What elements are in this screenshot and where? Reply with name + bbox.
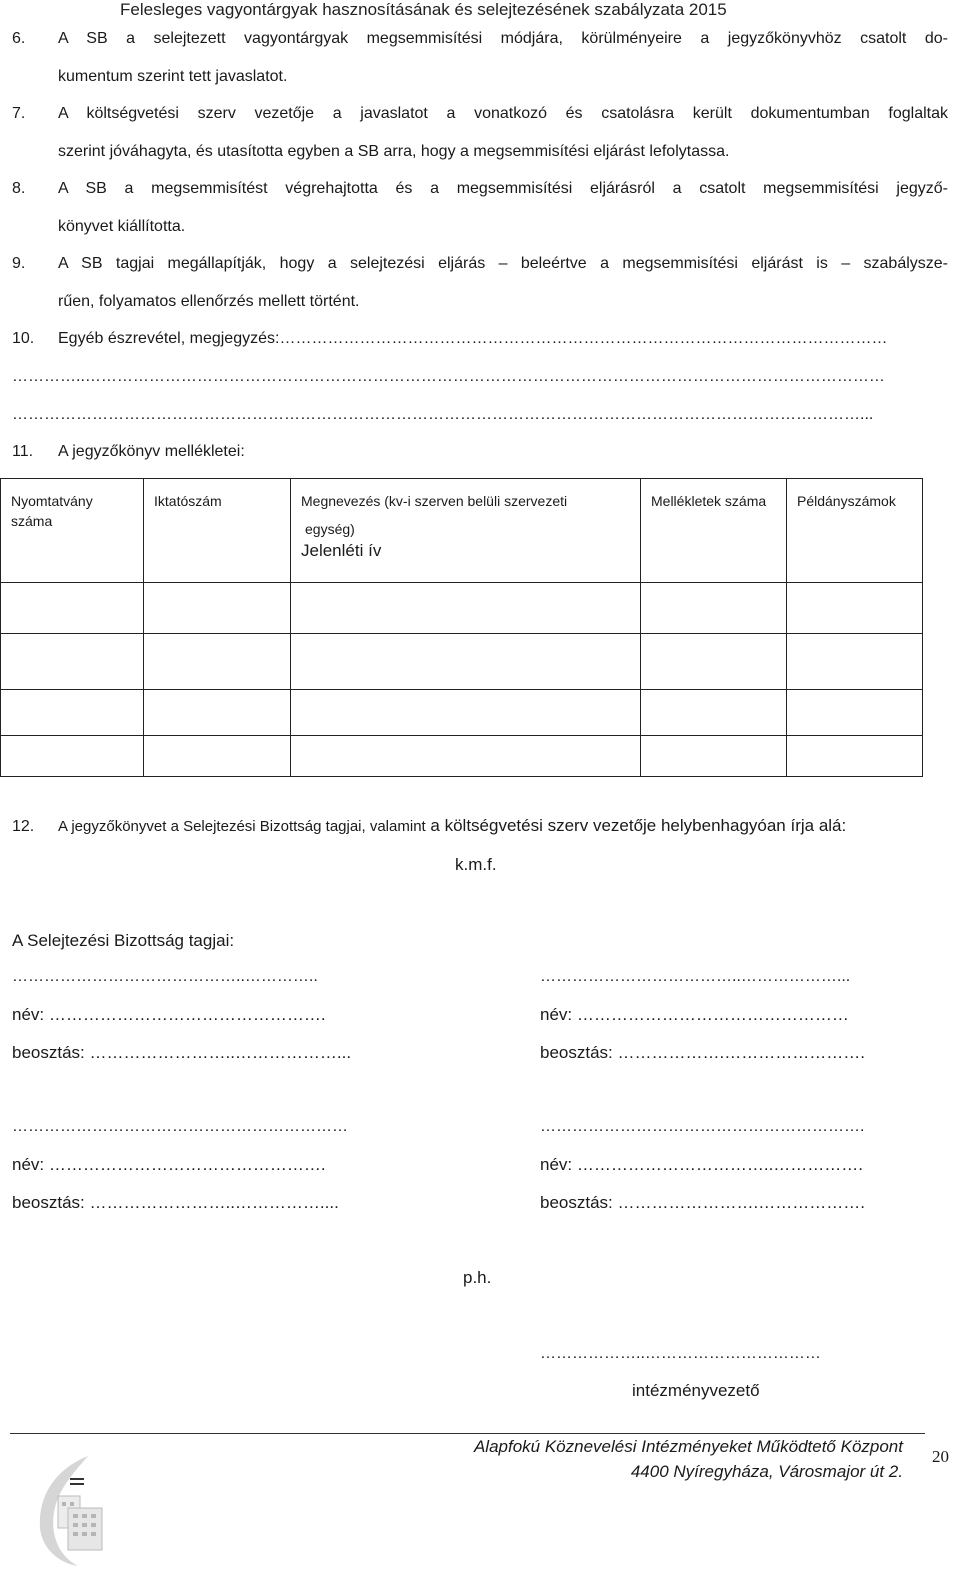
table-row — [1, 634, 923, 690]
item-number: 12. — [12, 818, 35, 835]
stamp-place-label: p.h. — [463, 1268, 492, 1287]
item-number: 11. — [12, 443, 34, 460]
item-7-line-1: A költségvetési szerv vezetője a javaslatot a vonatkozó és csatolásra került dokumentumban foglaltak — [58, 105, 948, 122]
column-header: Iktatószám — [144, 479, 291, 583]
item-number: 7. — [12, 105, 26, 122]
signature-role: beosztás: ……………………..…………….... — [12, 1193, 339, 1212]
signature-line: ……………………………………………………. — [540, 1118, 865, 1135]
column-header: Megnevezés (kv-i szerven belüli szervezeti egység) Jelenléti ív — [291, 479, 641, 583]
signature-line: ……………………………………..………….. — [12, 968, 318, 985]
committee-label: A Selejtezési Bizottság tagjai: — [12, 931, 235, 950]
item-6-line-1: A SB a selejtezett vagyontárgyak megsemmisítési módjára, körülményeire a jegyzőkönyvhöz csatolt do- — [58, 30, 948, 47]
item-12-text: A jegyzőkönyvet a Selejtezési Bizottság tagjai, valamint a költségvetési szerv vezetője helybenhagyóan írja alá: — [58, 816, 847, 835]
column-header: Példányszámok — [787, 479, 923, 583]
item-10-line-2: …………..…………………………………………………………………………………………………………………………………… — [12, 368, 885, 385]
signature-line: ……………………………………………………… — [12, 1118, 348, 1135]
table-row — [1, 690, 923, 736]
table-row — [1, 583, 923, 634]
signature-name: név: …………………………………………. — [12, 1155, 326, 1174]
item-11-label: A jegyzőkönyv mellékletei: — [58, 443, 245, 460]
building-logo — [18, 1448, 128, 1568]
item-7-line-2: szerint jóváhagyta, és utasította egyben a SB arra, hogy a megsemmisítési eljárást lefolytassa. — [58, 143, 730, 160]
item-9-line-2: rűen, folyamatos ellenőrzés mellett történt. — [58, 293, 360, 310]
running-header: Felesleges vagyontárgyak hasznosításának és selejtezésének szabályzata 2015 — [120, 0, 727, 19]
attachments-table — [0, 478, 923, 777]
head-title: intézményvezető — [632, 1381, 760, 1400]
signature-name: név: ……………………………..……………. — [540, 1155, 864, 1174]
kmf-label: k.m.f. — [455, 855, 497, 874]
column-header: Mellékletek száma — [641, 479, 787, 583]
item-10-line-1: Egyéb észrevétel, megjegyzés:…………………………………………………………………………………………………… — [58, 330, 888, 347]
signature-name: név: …………………………………………. — [12, 1005, 326, 1024]
signature-role: beosztás: …………………….………………. — [540, 1193, 865, 1212]
signature-line: ………………………………..………………... — [540, 968, 851, 985]
table-row — [1, 736, 923, 777]
footer-divider — [10, 1433, 925, 1434]
column-header: Nyomtatvány száma — [1, 479, 144, 583]
item-8-line-2: könyvet kiállította. — [58, 218, 186, 235]
head-signature-line: ………………..…………………………… — [540, 1345, 821, 1362]
item-number: 8. — [12, 180, 26, 197]
item-10-line-3: ……………………………………………………………………………………………………………………………………………... — [12, 406, 874, 423]
item-number: 10. — [12, 330, 35, 347]
footer-address: 4400 Nyíregyháza, Városmajor út 2. — [630, 1462, 903, 1481]
item-8-line-1: A SB a megsemmisítést végrehajtotta és a megsemmisítési eljárásról a csatolt megsemmisítési jegyző- — [58, 180, 948, 197]
item-number: 6. — [12, 30, 26, 47]
page-number: 20 — [932, 1447, 949, 1466]
item-6-line-2: kumentum szerint tett javaslatot. — [58, 68, 288, 85]
attendance-sheet-value: Jelenléti ív — [301, 541, 382, 560]
signature-role: beosztás: ……………….……………………. — [540, 1043, 865, 1062]
table-header-row — [1, 479, 923, 583]
footer-org-name: Alapfokú Köznevelési Intézményeket Működtető Központ — [473, 1437, 903, 1456]
signature-name: név: ………………………………………… — [540, 1005, 849, 1024]
signature-role: beosztás: ……………………..………………... — [12, 1043, 352, 1062]
item-number: 9. — [12, 255, 26, 272]
item-9-line-1: A SB tagjai megállapítják, hogy a selejtezési eljárás – beleértve a megsemmisítési eljárást is – szabálysze- — [58, 255, 948, 272]
